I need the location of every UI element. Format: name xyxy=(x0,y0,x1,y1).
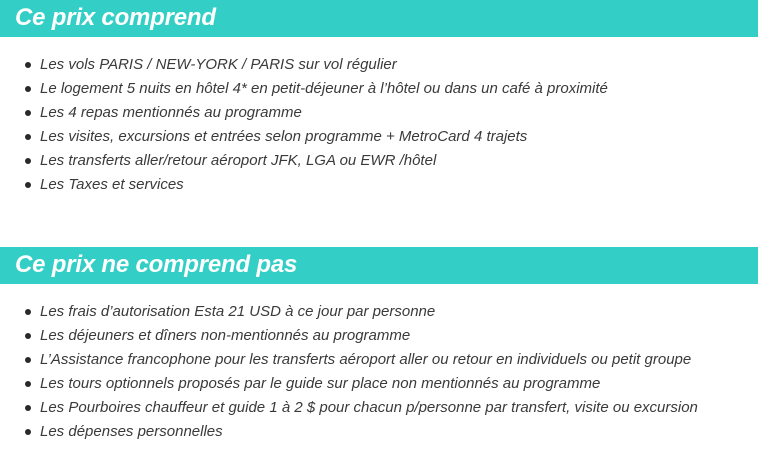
list-item xyxy=(0,300,698,324)
bullet-icon xyxy=(25,134,31,140)
list-item xyxy=(0,53,608,77)
list-item-text: Les déjeuners et dîners non-mentionnés au programme xyxy=(40,327,411,344)
list-item-text: Les frais d’autorisation Esta 21 USD à ce jour par personne xyxy=(40,303,436,320)
list-item xyxy=(0,149,608,173)
list-item xyxy=(0,324,698,348)
list-item-text: Le logement 5 nuits en hôtel 4* en petit-déjeuner à l’hôtel ou dans un café à proximité xyxy=(40,80,608,97)
list-item xyxy=(0,396,698,420)
excludes-section xyxy=(0,247,758,440)
bullet-icon xyxy=(25,357,31,363)
list-item xyxy=(0,173,608,197)
includes-title: Ce prix comprend xyxy=(15,4,216,31)
bullet-icon xyxy=(25,333,31,339)
includes-section xyxy=(0,0,758,193)
bullet-icon xyxy=(25,158,31,164)
list-item xyxy=(0,125,608,149)
includes-list xyxy=(0,53,608,197)
bullet-icon xyxy=(25,110,31,116)
bullet-icon xyxy=(25,86,31,92)
list-item-text: Les 4 repas mentionnés au programme xyxy=(40,104,302,121)
bullet-icon xyxy=(25,405,31,411)
list-item xyxy=(0,372,698,396)
list-item-text: Les vols PARIS / NEW-YORK / PARIS sur vol régulier xyxy=(40,56,397,73)
list-item xyxy=(0,348,698,372)
list-item xyxy=(0,101,608,125)
list-item-text: Les tours optionnels proposés par le guide sur place non mentionnés au programme xyxy=(40,375,601,392)
bullet-icon xyxy=(25,62,31,68)
list-item xyxy=(0,420,698,444)
list-item-text: Les Pourboires chauffeur et guide 1 à 2 $ pour chacun p/personne par transfert, visite ou excursion xyxy=(40,399,698,416)
bullet-icon xyxy=(25,381,31,387)
excludes-header-band xyxy=(0,247,758,284)
bullet-icon xyxy=(25,309,31,315)
bullet-icon xyxy=(25,182,31,188)
bullet-icon xyxy=(25,429,31,435)
excludes-title: Ce prix ne comprend pas xyxy=(15,251,298,278)
excludes-list xyxy=(0,300,698,444)
includes-header-band xyxy=(0,0,758,37)
list-item-text: Les visites, excursions et entrées selon programme + MetroCard 4 trajets xyxy=(40,128,528,145)
list-item-text: Les transferts aller/retour aéroport JFK, LGA ou EWR /hôtel xyxy=(40,152,437,169)
list-item-text: Les dépenses personnelles xyxy=(40,423,223,440)
list-item-text: Les Taxes et services xyxy=(40,176,184,193)
list-item xyxy=(0,77,608,101)
list-item-text: L’Assistance francophone pour les transferts aéroport aller ou retour en individuels ou petit groupe xyxy=(40,351,692,368)
